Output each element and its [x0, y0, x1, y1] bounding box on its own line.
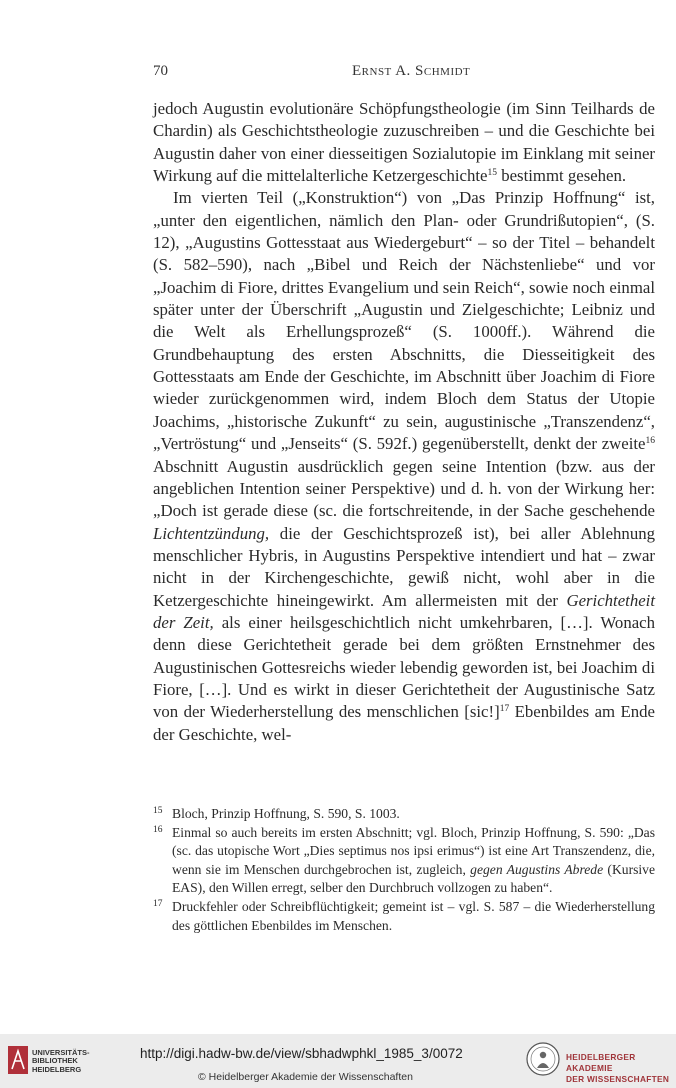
body-text — [153, 98, 655, 746]
footnote-number: 15 — [153, 806, 163, 816]
footnote-ref-15[interactable]: 15 — [487, 168, 497, 179]
paragraph-1 — [153, 98, 655, 187]
running-head: Ernst A. Schmidt — [352, 63, 471, 79]
academy-name — [566, 1052, 676, 1085]
footnote-text: Einmal so auch bereits im ersten Abschnitt; vgl. Bloch, Prinzip Hoffnung, S. 590: „Das (sc. das utopische Wort „Dies septimus nos ipsi erimus“) ist eine Art Transzendenz, die, wenn sie im Menschen durchgebrochen ist, zugleich, — [172, 824, 655, 877]
university-library-name — [32, 1049, 90, 1074]
footnote-number: 17 — [153, 898, 163, 909]
footnote-15 — [153, 805, 655, 824]
page-number: 70 — [153, 63, 168, 79]
academy-line: DER WISSENSCHAFTEN — [566, 1074, 670, 1084]
university-line: UNIVERSITÄTS- — [32, 1048, 90, 1057]
footnote-ref-16[interactable]: 16 — [645, 436, 655, 447]
footnote-text: Druckfehler oder Schreibflüchtigkeit; gemeint ist – vgl. S. 587 – die Wiederherstellung des göttlichen Ebenbildes im Menschen. — [172, 898, 655, 933]
university-logo-icon — [8, 1046, 28, 1074]
university-line: HEIDELBERG — [32, 1064, 82, 1074]
text-run: jedoch Augustin evolutionäre Schöpfungstheologie (im Sinn Teilhards de Chardin) als Geschichtstheologie zuzuschreiben – und die Geschichte bei Augustin daher von einer diesseitigen Sozialutopie im Einklang mit seiner Wirkung auf die mittelalterliche Ketzergeschichte — [153, 99, 655, 186]
footnote-text: Bloch, Prinzip Hoffnung, S. 590, S. 1003. — [172, 806, 400, 821]
footnote-17 — [153, 898, 655, 935]
footnote-number: 16 — [153, 824, 163, 835]
footnote-italic: gegen Augustins Abrede — [470, 861, 604, 877]
footnotes — [153, 805, 655, 935]
university-line: BIBLIOTHEK — [32, 1056, 78, 1066]
footnote-16 — [153, 824, 655, 898]
text-run: bestimmt gesehen. — [497, 166, 627, 186]
copyright-notice: © Heidelberger Akademie der Wissenschaften — [198, 1071, 413, 1083]
document-url-link[interactable]: http://digi.hadw-bw.de/view/sbhadwphkl_1985_3/0072 — [140, 1046, 463, 1061]
text-run: die der Geschichtsprozeß ist), bei aller Ablehnung menschlicher Hybris, in Augustins Perspektive intendiert und hat – zwar nicht in der Kirchengeschichte, gewiß nicht, wohl aber in die Ketzergeschichte hineingewirkt. Am allermeisten mit der — [153, 523, 655, 610]
paragraph-2 — [153, 187, 655, 746]
italic-term: Lichtentzündung, — [153, 523, 270, 543]
academy-line: HEIDELBERGER AKADEMIE — [566, 1052, 636, 1073]
text-run: als einer heilsgeschichtlich nicht umkehrbaren, […]. Wonach denn diese Gerichtetheit gerade bei dem größten Ernstnehmer des Augustinischen Gottesreichs wieder lebendig geworden ist, bei Joachim di Fiore, […]. Und es wirkt in dieser Gerichtetheit der Augustinische Satz von der Wiederherstellung des menschlichen [sic!] — [153, 612, 655, 722]
text-run: Ebenbildes am Ende der Geschichte, wel- — [153, 702, 655, 744]
academy-seal-icon — [526, 1042, 560, 1076]
footnote-text: (Kursive EAS), den Willen erregt, selber den Durchbruch vollzogen zu haben“. — [172, 861, 655, 896]
italic-term: Gerichtetheit der Zeit, — [153, 590, 655, 632]
footnote-ref-17[interactable]: 17 — [499, 704, 510, 715]
text-run: Im vierten Teil („Konstruktion“) von „Das Prinzip Hoffnung“ ist, „unter den eigentlichen, nämlich den Plan- oder Grundrißutopien“, (S. 12), „Augustins Gottesstaat aus Wiedergeburt“ – so der Titel – behandelt (S. 582–590), nach „Bibel und Reich der Nächstenliebe“ und vor „Joachim di Fiore, drittes Evangelium und sein Reich“, sowie noch einmal später unter der Überschrift „Augustin und Zielgeschichte; Leibniz und die Welt als Erhellungsprozeß“ (S. 1000ff.). Während die Grundbehauptung des ersten Abschnitts, die Diesseitigkeit des Gottesstaats am Ende der Geschichte, im Abschnitt über Joachim di Fiore wieder zurückgenommen wird, indem Bloch dem Status der Utopie Joachims, „historische Zukunft“ zu sein, augustinische „Transzendenz“, „Vertröstung“ und „Jenseits“ (S. 592f.) gegenüberstellt, denkt der zweite — [153, 188, 655, 454]
text-run: Abschnitt Augustin ausdrücklich gegen seine Intention (bzw. aus der angeblichen Intention seiner Perspektive) und d. h. von der Wirkung her: „Doch ist gerade diese (sc. die fortschreitende, in der Sache geschehende — [153, 456, 655, 521]
